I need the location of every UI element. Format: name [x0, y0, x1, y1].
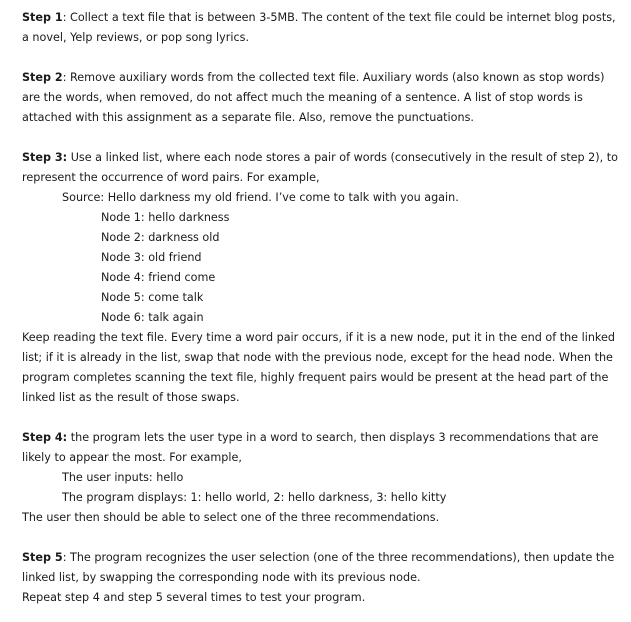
step3-source: Source: Hello darkness my old friend. I’ve come to talk with you again. — [62, 191, 459, 204]
step2-line3: attached with this assignment as a separate file. Also, remove the punctuations. — [22, 111, 474, 124]
step5-line3: Repeat step 4 and step 5 several times to test your program. — [22, 591, 366, 604]
step2-label: Step 2 — [22, 71, 63, 84]
step1-text1: : Collect a text file that is between 3-5MB. The content of the text file could be internet blog posts, — [62, 11, 616, 24]
step4-text1: the program lets the user type in a word to search, then displays 3 recommendations that are — [67, 431, 599, 444]
step3-after3: program completes scanning the text file, highly frequent pairs would be present at the head part of the — [22, 371, 609, 384]
step3-text1: Use a linked list, where each node stores a pair of words (consecutively in the result of step 2), to — [67, 151, 619, 164]
spacer — [22, 408, 622, 428]
node-item: Node 3: old friend — [101, 251, 202, 264]
node-item: Node 4: friend come — [101, 271, 216, 284]
step1-label: Step 1 — [22, 11, 63, 24]
step1-line2: a novel, Yelp reviews, or pop song lyrics. — [22, 31, 250, 44]
node-item: Node 2: darkness old — [101, 231, 220, 244]
step4-after: The user then should be able to select one of the three recommendations. — [22, 511, 440, 524]
step1-line1 — [22, 8, 622, 28]
node-item: Node 6: talk again — [101, 311, 204, 324]
spacer — [22, 528, 622, 548]
assignment-document — [22, 8, 622, 608]
step2-line2: are the words, when removed, do not affect much the meaning of a sentence. A list of stop words is — [22, 91, 583, 104]
step3-label: Step 3: — [22, 151, 68, 164]
step2-line1 — [22, 68, 622, 88]
step3-after1: Keep reading the text file. Every time a word pair occurs, if it is a new node, put it in the end of the linked — [22, 331, 615, 344]
step4-label: Step 4: — [22, 431, 68, 444]
step3-after2: list; if it is already in the list, swap that node with the previous node, except for the head node. When the — [22, 351, 613, 364]
step4-example-output: The program displays: 1: hello world, 2: hello darkness, 3: hello kitty — [62, 491, 447, 504]
spacer — [22, 48, 622, 68]
step5-line1 — [22, 548, 622, 568]
step3-after4: linked list as the result of those swaps. — [22, 391, 240, 404]
step4-line1 — [22, 428, 622, 448]
step5-label: Step 5 — [22, 551, 63, 564]
step3-line2: represent the occurrence of word pairs. For example, — [22, 171, 320, 184]
spacer — [22, 128, 622, 148]
node-item: Node 5: come talk — [101, 291, 204, 304]
step5-line2: linked list, by swapping the corresponding node with its previous node. — [22, 571, 421, 584]
step3-line1 — [22, 148, 622, 168]
node-item: Node 1: hello darkness — [101, 211, 230, 224]
step4-example-input: The user inputs: hello — [62, 471, 184, 484]
step4-line2: likely to appear the most. For example, — [22, 451, 242, 464]
step5-text1: : The program recognizes the user selection (one of the three recommendations), then update the — [62, 551, 615, 564]
step2-text1: : Remove auxiliary words from the collected text file. Auxiliary words (also known as stop words) — [62, 71, 605, 84]
